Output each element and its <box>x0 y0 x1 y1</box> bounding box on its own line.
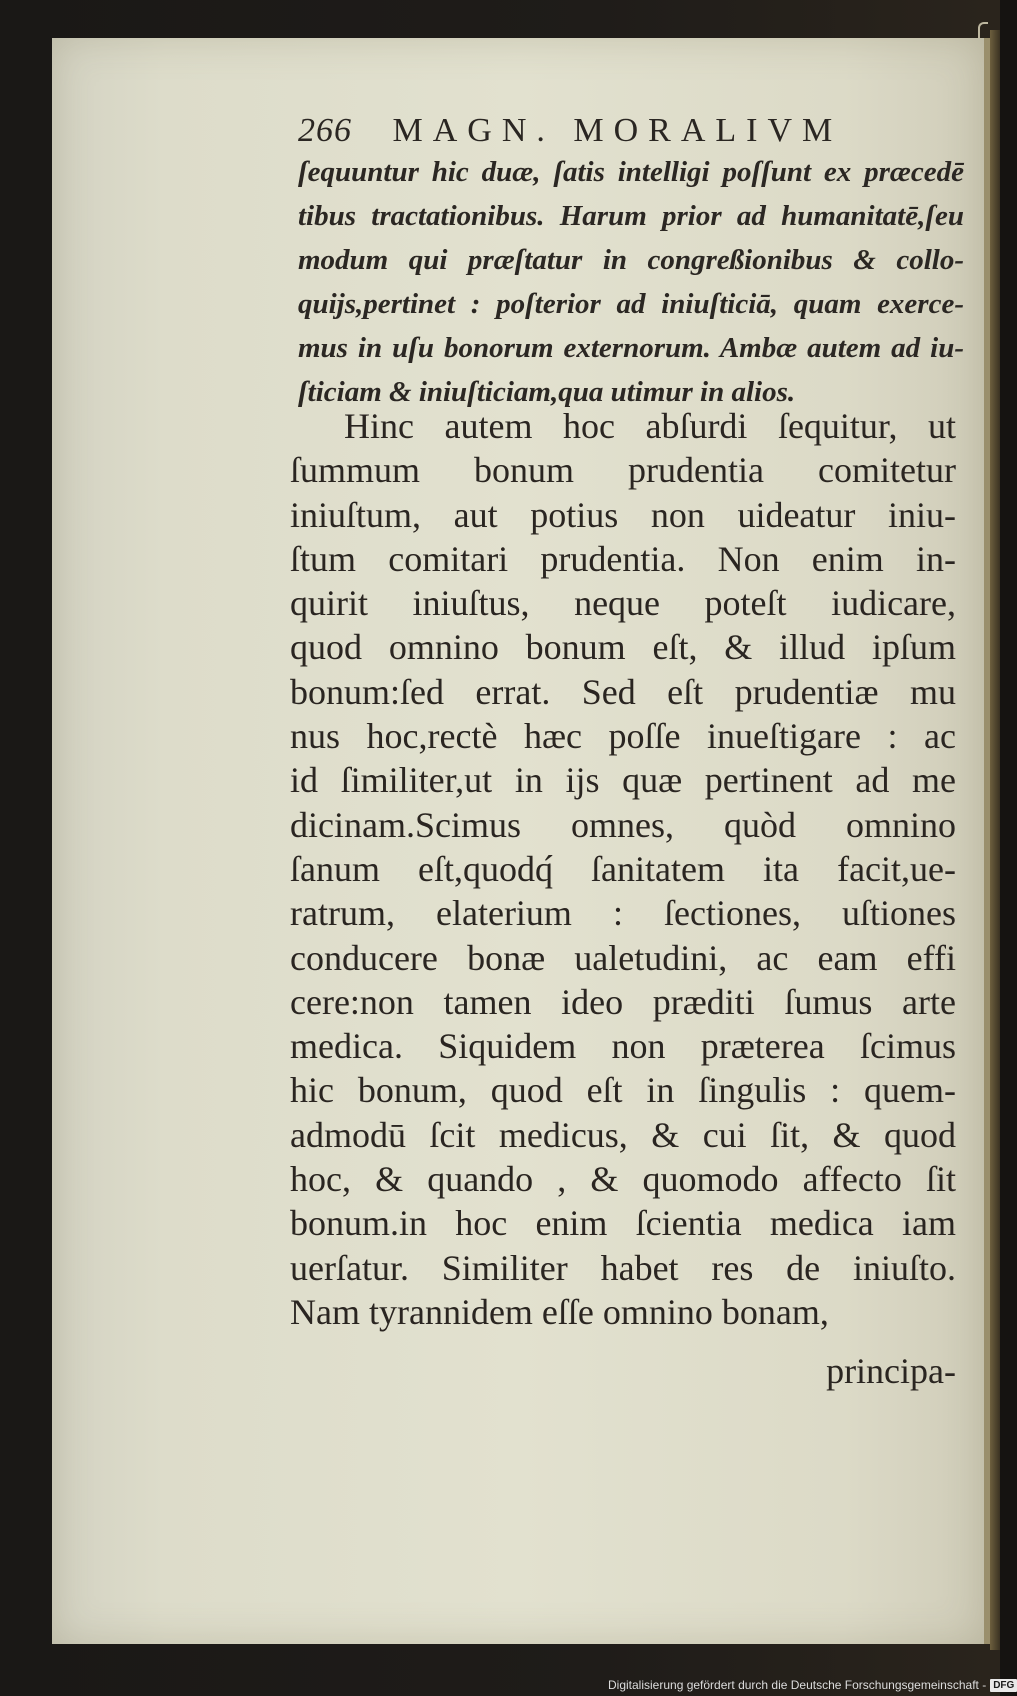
text-line: id ſimiliter,ut in ijs quæ pertinent ad me <box>290 760 956 801</box>
body-paragraph <box>290 404 956 1334</box>
text-line: ſanum eſt,quodq́ ſanitatem ita facit,ue- <box>290 848 956 889</box>
text-line: iniuſtum, aut potius non uideatur iniu- <box>290 494 956 535</box>
text-line: uerſatur. Similiter habet res de iniuſto. <box>290 1247 956 1288</box>
text-line: ſequuntur hic duæ, ſatis intelligi poſſunt ex præcedē <box>298 156 964 188</box>
text-line: bonum.in hoc enim ſcientia medica iam <box>290 1203 956 1244</box>
text-line: ſummum bonum prudentia comitetur <box>290 450 956 491</box>
text-line: nus hoc,rectè hæc poſſe inueſtigare : ac <box>290 716 956 757</box>
text-line: bonum:ſed errat. Sed eſt prudentiæ mu <box>290 671 956 712</box>
text-line: ſtum comitari prudentia. Non enim in- <box>290 538 956 579</box>
book-edge <box>990 30 1000 1650</box>
text-line: hoc, & quando , & quomodo affecto ſit <box>290 1159 956 1200</box>
digitization-footer <box>608 1676 1017 1694</box>
text-line: mus in uſu bonorum externorum. Ambæ autem ad iu- <box>298 332 964 364</box>
text-line: Nam tyrannidem eſſe omnino bonam, <box>290 1291 829 1332</box>
text-line: medica. Siquidem non præterea ſcimus <box>290 1026 956 1067</box>
text-line: conducere bonæ ualetudini, ac eam effi <box>290 937 956 978</box>
italic-paragraph <box>298 150 964 414</box>
text-line: admodū ſcit medicus, & cui ſit, & quod <box>290 1114 956 1155</box>
running-head: MAGN. MORALIVM <box>392 112 843 149</box>
text-line: Hinc autem hoc abſurdi ſequitur, ut <box>344 406 956 446</box>
text-line: ratrum, elaterium : ſectiones, uſtiones <box>290 893 956 934</box>
text-line: hic bonum, quod eſt in ſingulis : quem- <box>290 1070 956 1111</box>
text-line: modum qui præſtatur in congreßionibus & collo- <box>298 244 964 276</box>
catchword: principa- <box>826 1351 956 1391</box>
text-line: quod omnino bonum eſt, & illud ipſum <box>290 627 956 668</box>
text-line: ſticiam & iniuſticiam,qua utimur in alios. <box>298 376 796 408</box>
text-line: quijs,pertinet : poſterior ad iniuſticiā, quam exerce- <box>298 288 964 320</box>
text-line: dicinam.Scimus omnes, quòd omnino <box>290 804 956 845</box>
dfg-logo: DFG <box>990 1679 1017 1692</box>
page-header <box>298 112 898 152</box>
footer-text: Digitalisierung gefördert durch die Deutsche Forschungsgemeinschaft - <box>608 1678 987 1692</box>
text-line: cere:non tamen ideo præditi ſumus arte <box>290 981 956 1022</box>
text-line: quirit iniuſtus, neque poteſt iudicare, <box>290 583 956 624</box>
page-number: 266 <box>298 112 352 149</box>
text-line: tibus tractationibus. Harum prior ad humanitatē,ſeu <box>298 200 964 232</box>
